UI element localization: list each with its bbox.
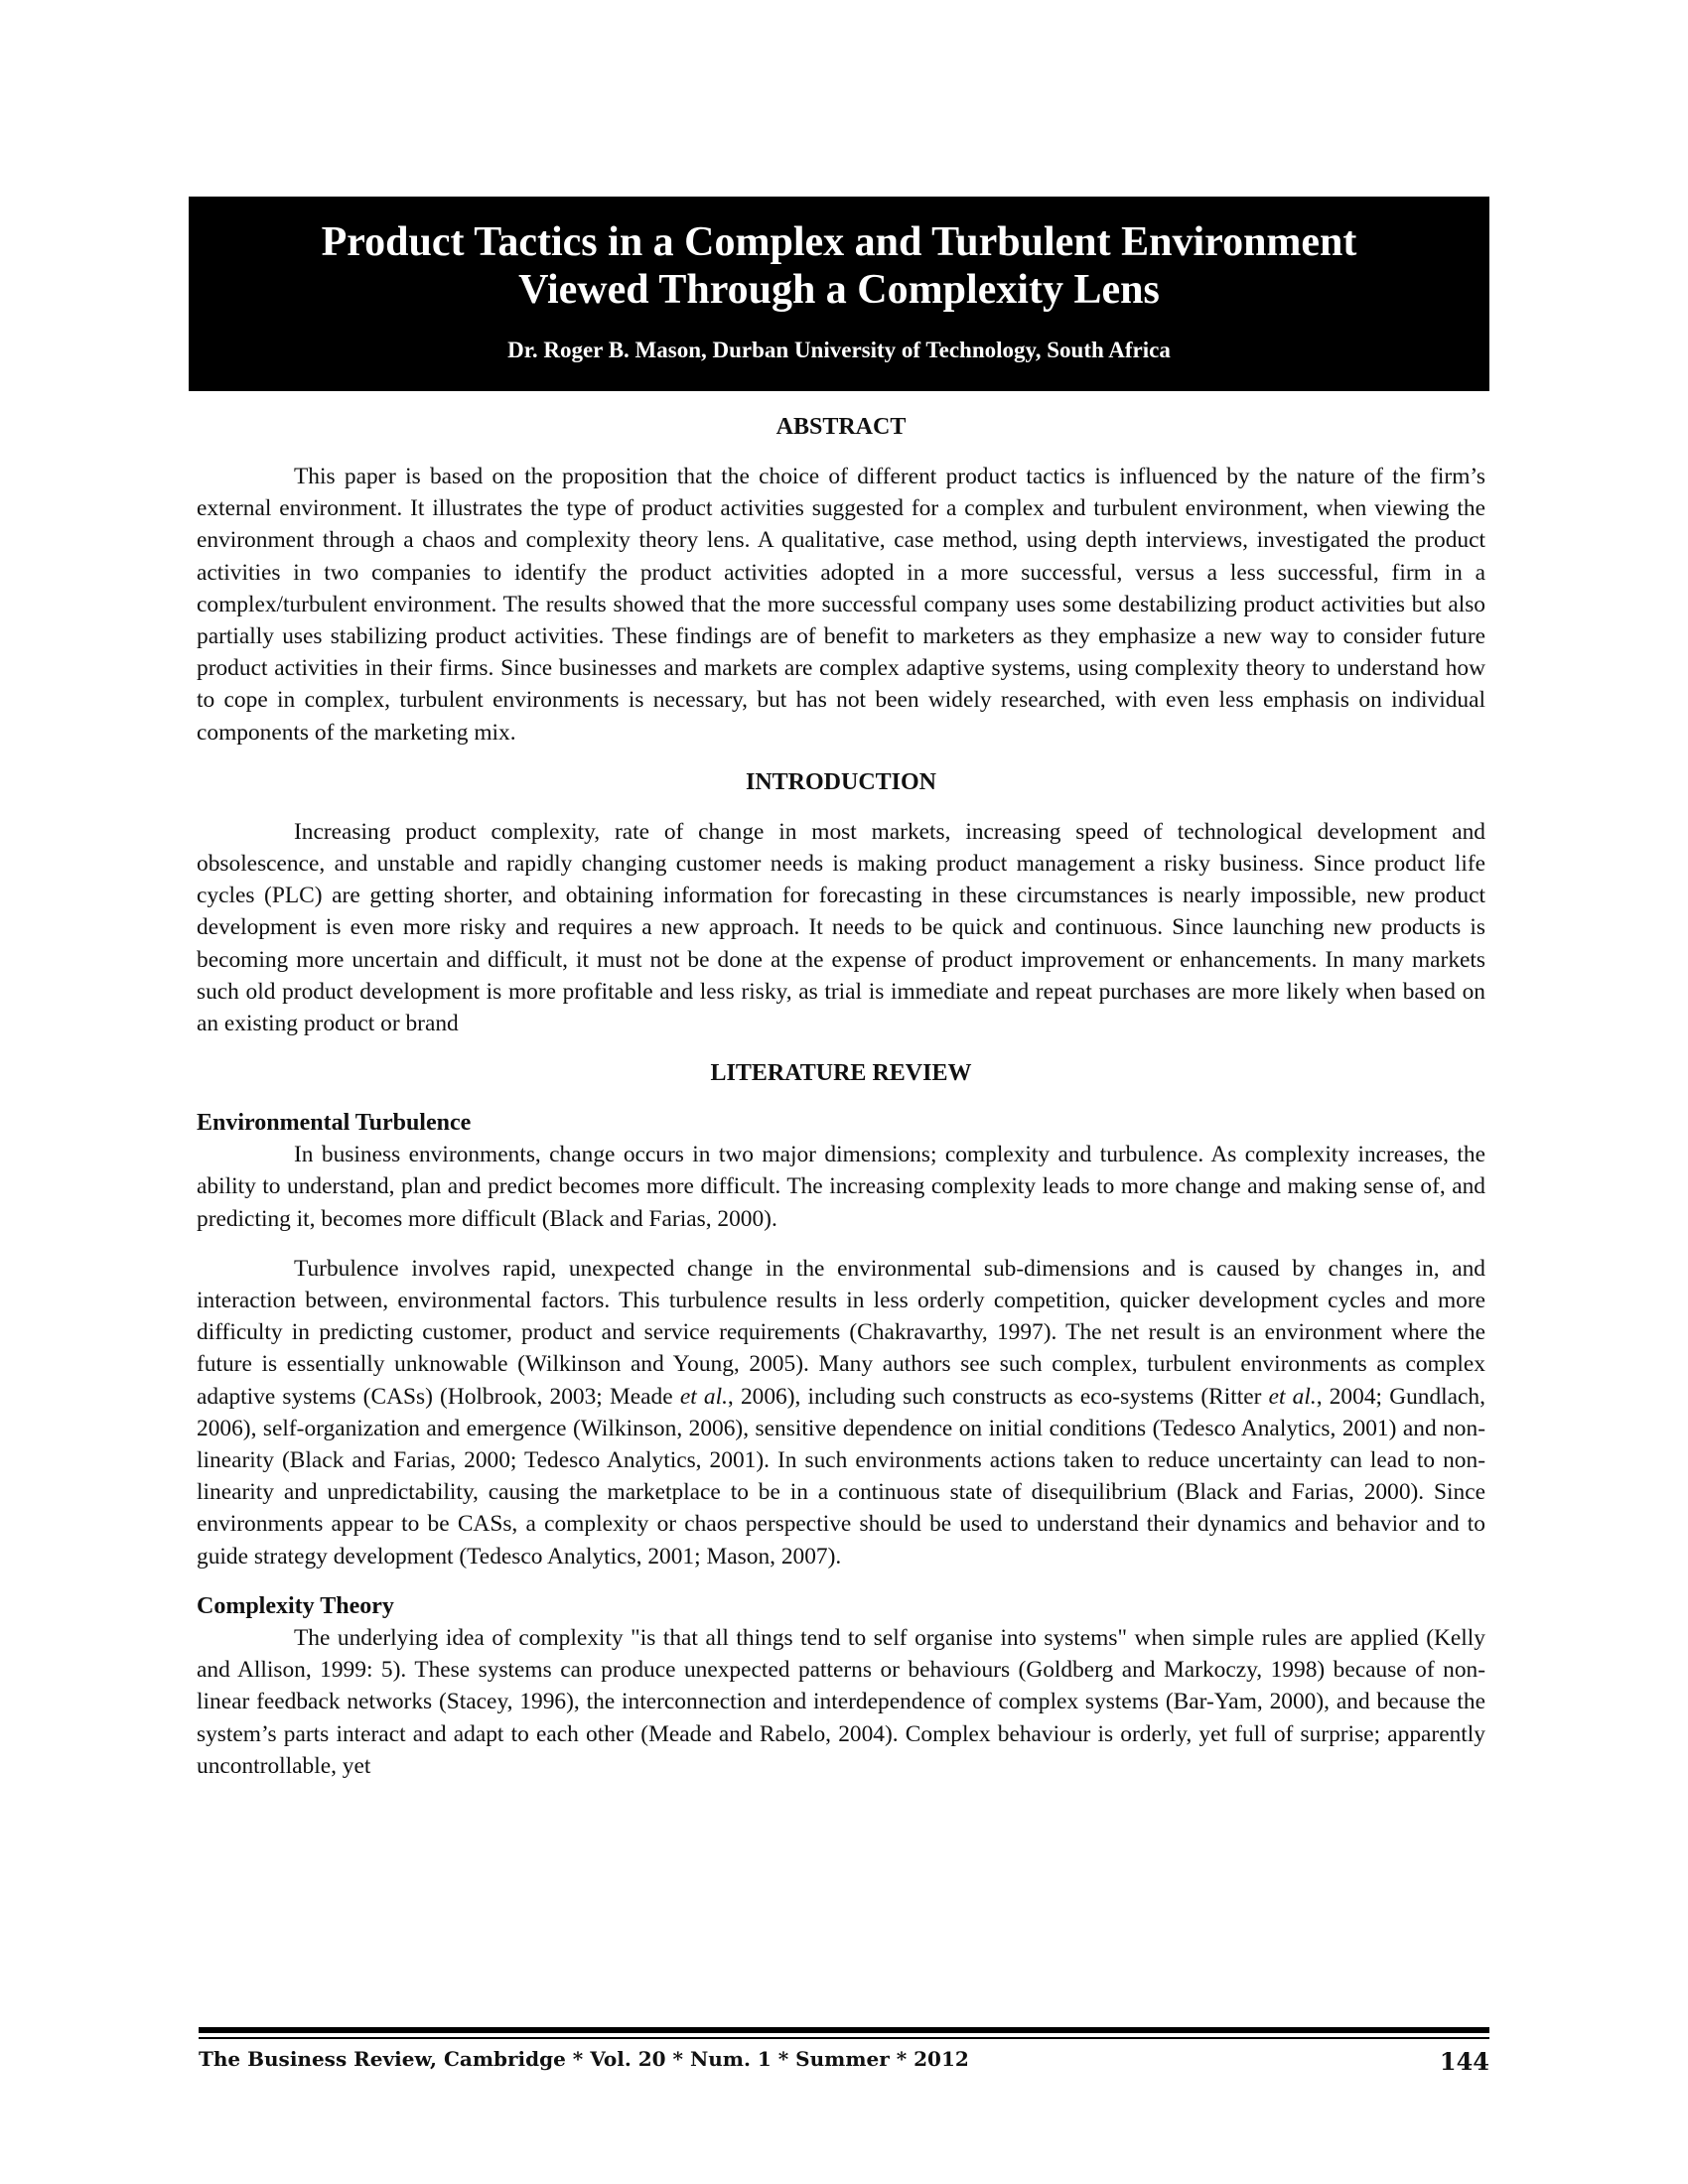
env-turbulence-paragraph-1: In business environments, change occurs in two major dimensions; complexity and turbulence. As complexity increases, the ability to understand, plan and predict becomes more difficult. The increasing complexity leads to more change and making sense of, and predicting it, becomes more difficult (Black and Farias, 2000). — [197, 1142, 1485, 1232]
para2-text-b: , 2006), including such constructs as eco-systems (Ritter — [727, 1383, 1269, 1410]
paper-title-line-1: Product Tactics in a Complex and Turbulent Environment — [321, 219, 1357, 265]
literature-review-heading: LITERATURE REVIEW — [710, 1060, 972, 1087]
env-turbulence-paragraph-2 — [197, 1253, 1485, 1572]
et-al-italic-1: et al. — [679, 1383, 728, 1410]
page-footer — [199, 2047, 1489, 2076]
environmental-turbulence-subheading: Environmental Turbulence — [197, 1110, 472, 1137]
para2-text-a: Turbulence involves rapid, unexpected change in the environmental sub-dimensions and is caused by changes in, and interaction between, environmental factors. This turbulence results in less orderly competition, quicker development cycles and more difficulty in predicting customer, product and service requirements (Chakravarthy, 1997). The net result is an environment where the future is essentially unknowable (Wilkinson and Young, 2005). Many authors see such complex, turbulent environments as complex adaptive systems (CASs) (Holbrook, 2003; Meade — [197, 1255, 1485, 1410]
paper-title-line-2: Viewed Through a Complexity Lens — [518, 267, 1160, 313]
para2-text-c: , 2004; Gundlach, 2006), self-organization and emergence (Wilkinson, 2006), sensitive dependence on initial conditions (Tedesco Analytics, 2001) and non-linearity (Black and Farias, 2000; Tedesco Analytics, 2001). In such environments actions taken to reduce uncertainty can lead to non-linearity and unpredictability, causing the marketplace to be in a continuous state of disequilibrium (Black and Farias, 2000). Since environments appear to be CASs, a complexity or chaos perspective should be used to understand their dynamics and behavior and to guide strategy development (Tedesco Analytics, 2001; Mason, 2007). — [197, 1383, 1485, 1570]
complexity-theory-paragraph-1: The underlying idea of complexity "is that all things tend to self organise into systems" when simple rules are applied (Kelly and Allison, 1999: 5). These systems can produce unexpected patterns or behaviours (Goldberg and Markoczy, 1998) because of non-linear feedback networks (Stacey, 1996), the interconnection and interdependence of complex systems (Bar-Yam, 2000), and because the system’s parts interact and adapt to each other (Meade and Rabelo, 2004). Complex behaviour is orderly, yet full of surprise; apparently uncontrollable, yet — [197, 1624, 1485, 1779]
abstract-text: This paper is based on the proposition that the choice of different product tactics is influenced by the nature of the firm’s external environment. It illustrates the type of product activities suggested for a complex and turbulent environment, when viewing the environment through a chaos and complexity theory lens. A qualitative, case method, using depth interviews, investigated the product activities in two companies to identify the product activities adopted in a more successful, versus a less successful, firm in a complex/turbulent environment. The results showed that the more successful company uses some destabilizing product activities but also partially uses stabilizing product activities. These findings are of benefit to marketers as they emphasize a new way to consider future product activities in their firms. Since businesses and markets are complex adaptive systems, using complexity theory to understand how to cope in complex, turbulent environments is necessary, but has not been widely researched, with even less emphasis on individual components of the marketing mix. — [197, 464, 1485, 746]
footer-divider — [199, 2027, 1489, 2039]
author-affiliation: Dr. Roger B. Mason, Durban University of Technology, South Africa — [507, 338, 1171, 362]
introduction-text: Increasing product complexity, rate of change in most markets, increasing speed of technological development and obsolescence, and unstable and rapidly changing customer needs is making product management a risky business. Since product life cycles (PLC) are getting shorter, and obtaining information for forecasting in these circumstances is nearly impossible, new product development is even more risky and requires a new approach. It needs to be quick and continuous. Since launching new products is becoming more uncertain and difficult, it must not be done at the expense of product improvement or enhancements. In many markets such old product development is more profitable and less risky, as trial is immediate and repeat purchases are more likely when based on an existing product or brand — [197, 818, 1485, 1037]
title-banner — [189, 197, 1489, 391]
page-number: 144 — [1439, 2047, 1489, 2076]
abstract-heading: ABSTRACT — [775, 414, 907, 440]
et-al-italic-2: et al. — [1268, 1383, 1317, 1410]
paper-body — [197, 411, 1485, 1782]
journal-citation: The Business Review, Cambridge * Vol. 20 * Num. 1 * Summer * 2012 — [199, 2047, 969, 2071]
introduction-heading: INTRODUCTION — [745, 768, 937, 795]
complexity-theory-subheading: Complexity Theory — [197, 1592, 394, 1619]
